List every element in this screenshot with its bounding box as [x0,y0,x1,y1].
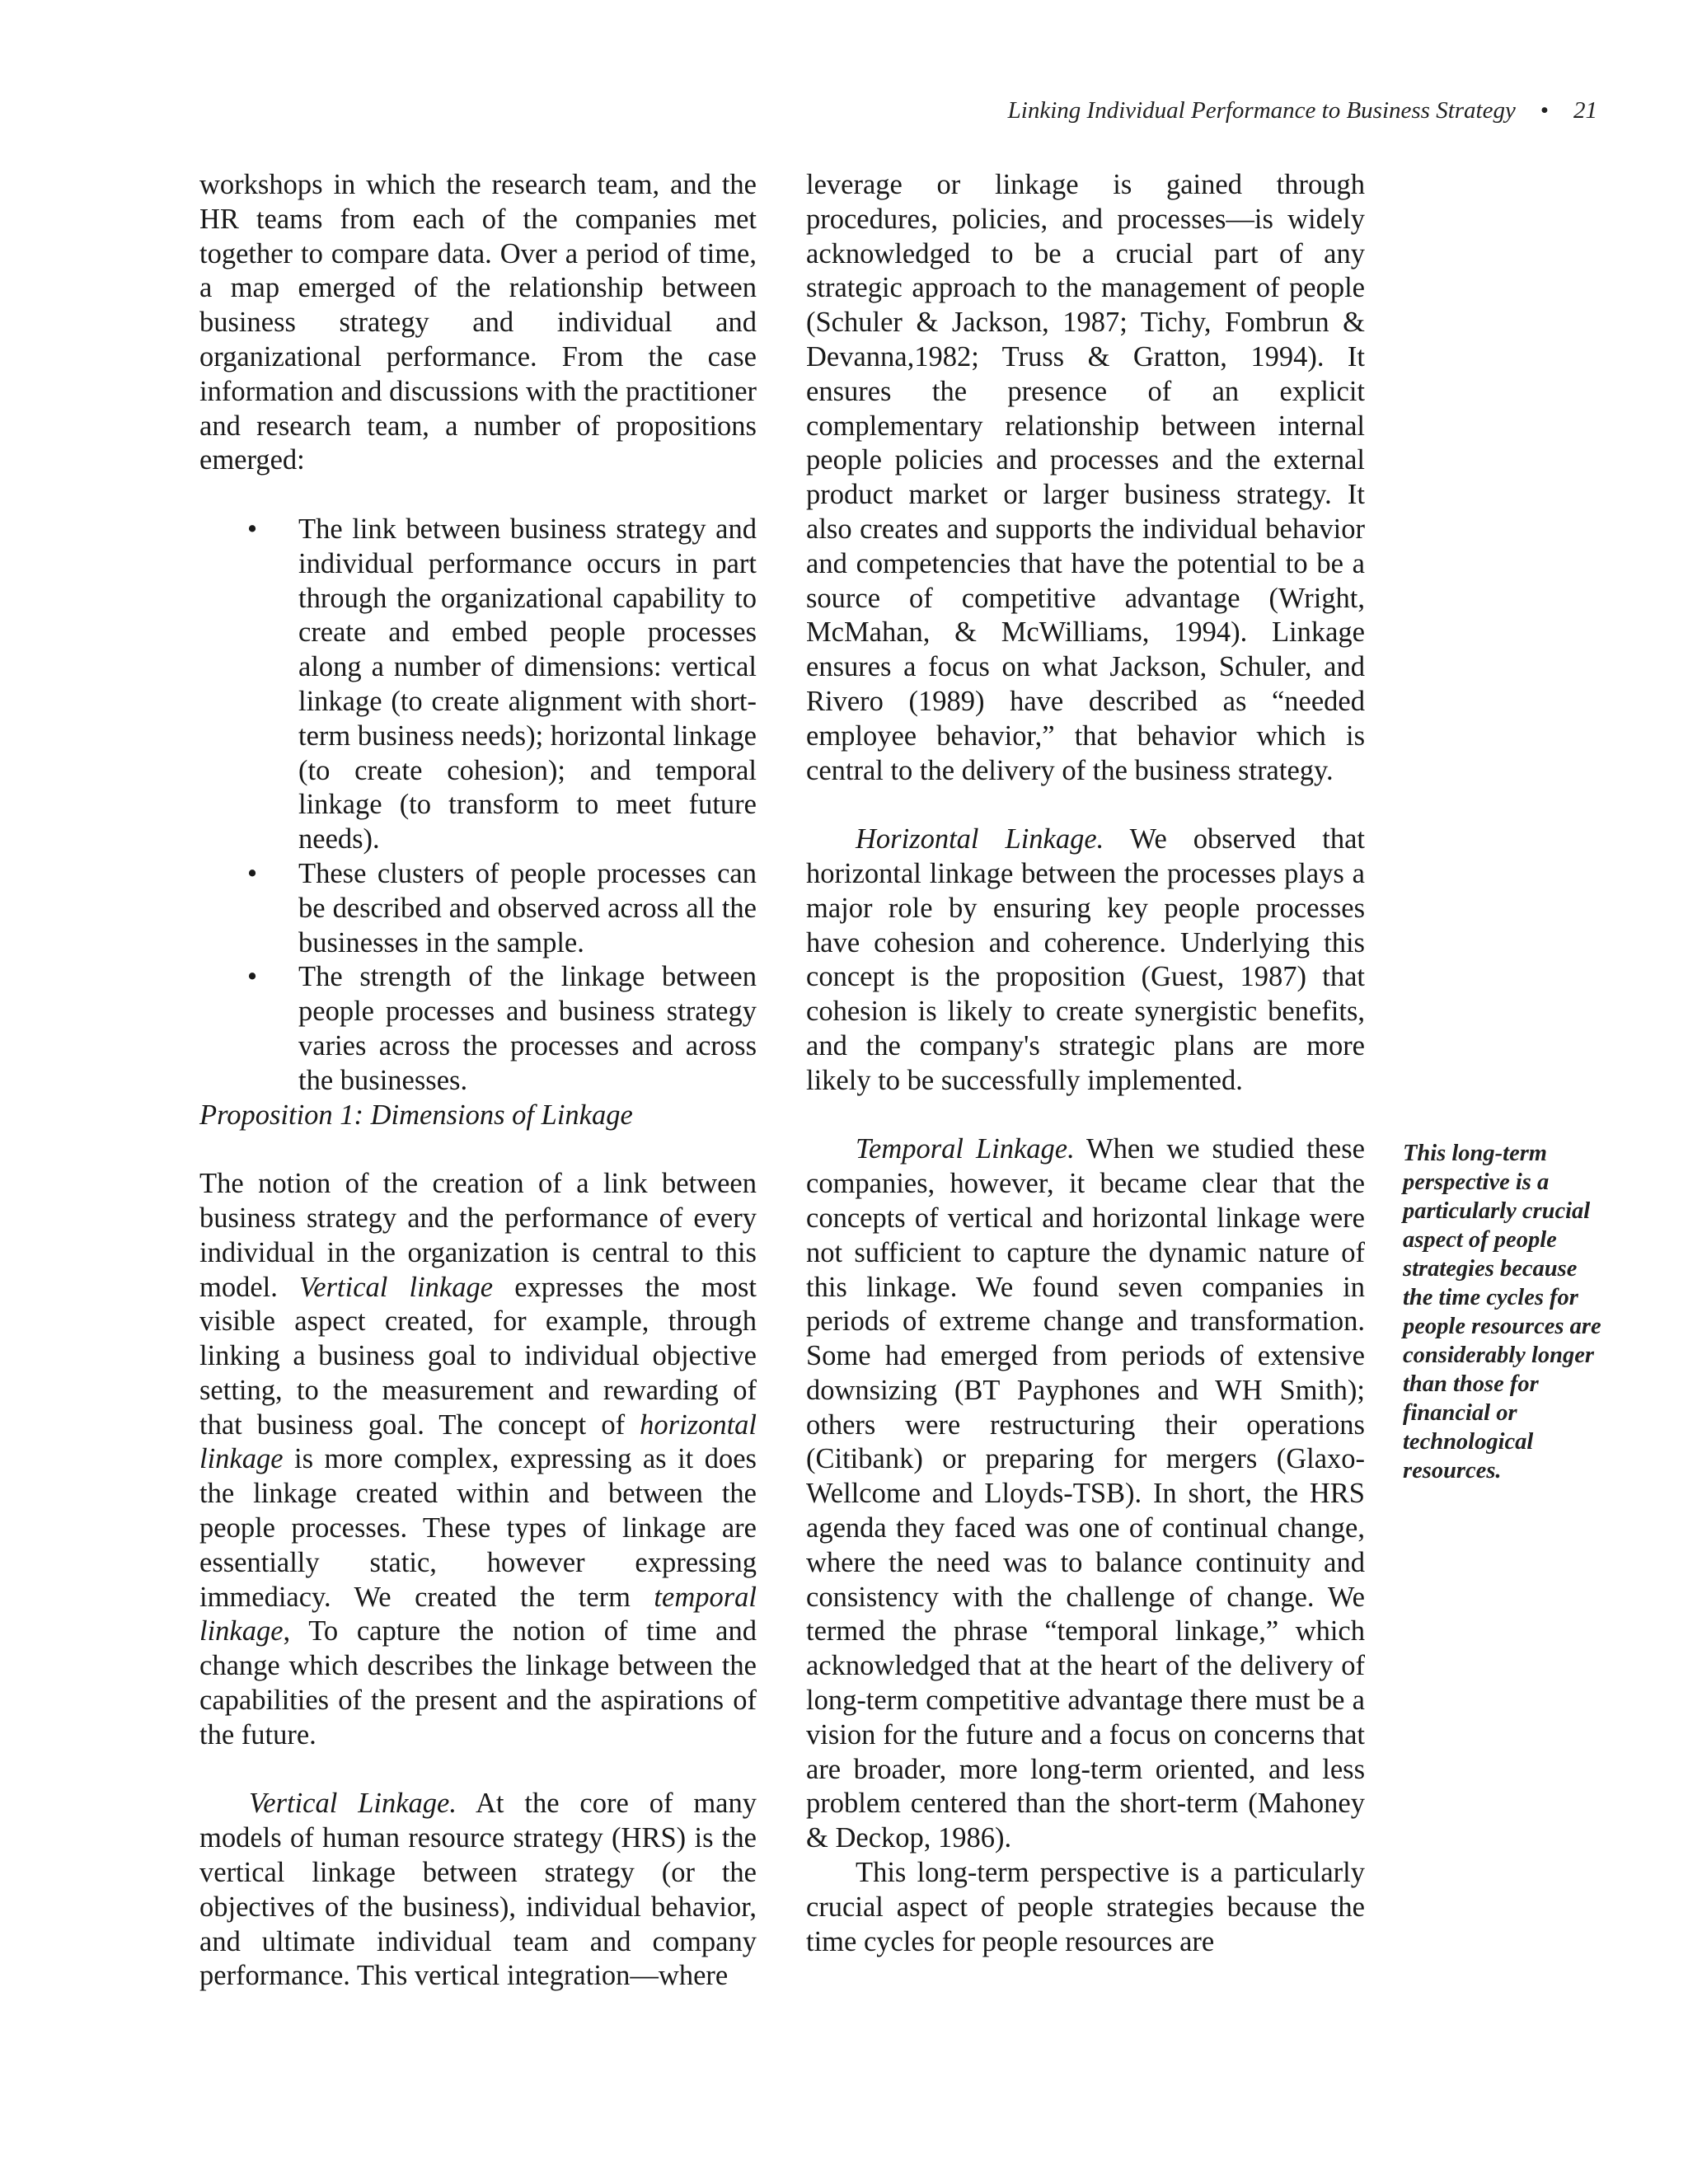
temporal-linkage-heading: Temporal Linkage. [856,1133,1075,1165]
bullet-icon: • [247,961,258,993]
final-paragraph: This long-term perspective is a particularly crucial aspect of people strategies because the time cycles for people resources are [806,1857,1365,1957]
list-item [247,513,757,857]
bullet-icon: • [247,513,258,545]
term-horizontal-linkage: horizontal linkage [199,1408,757,1475]
temporal-linkage-paragraph [806,1132,1365,1856]
term-vertical-linkage: Vertical linkage [299,1271,494,1303]
linkage-text-2: expresses the most visible aspect created, for example, through linking a business goal to individual objective setting, to the measurement and rewarding of that business goal. The concept of [199,1271,757,1441]
term-temporal-linkage: temporal linkage [199,1581,757,1647]
list-item-text: The strength of the linkage between people processes and business strategy varies across the processes and across the businesses. [298,961,757,1096]
temporal-linkage-text: When we studied these companies, however, it became clear that the concepts of vertical and horizontal linkage were not sufficient to capture the dynamic nature of this linkage. We found seven companies in periods of extreme change and transformation. Some had emerged from periods of extensive downsizing (BT Payphones and WH Smith); others were restructuring their operations (Citibank) or preparing for mergers (Glaxo-Wellcome and Lloyds-TSB). In short, the HRS agenda they faced was one of continual change, where the need was to balance continuity and consistency with the challenge of change. We termed the phrase “temporal linkage,” which acknowledged that at the heart of the delivery of long-term competitive advantage there must be a vision for the future and a focus on concerns that are broader, more long-term oriented, and less problem centered than the short-term (Mahoney & Deckop, 1986). [806,1133,1365,1854]
list-item [247,857,757,960]
horizontal-linkage-text: We observed that horizontal linkage between the processes plays a major role by ensuring key people processes have cohesion and coherence. Underlying this concept is the proposition (Guest, 1987) that cohesion is likely to create synergistic benefits, and the company's strategic plans are more likely to be successfully implemented. [806,823,1365,1096]
running-title: Linking Individual Performance to Business Strategy [1007,97,1516,124]
linkage-paragraph [199,1167,757,1753]
linkage-text-4: , To capture the notion of time and change which describes the linkage between the capabilities of the present and the aspirations of the future. [199,1615,757,1750]
propositions-list [199,513,757,1099]
intro-paragraph: workshops in which the research team, and the HR teams from each of the companies met together to compare data. Over a period of time, a map emerged of the relationship between business strategy and individual and organizational performance. From the case information and discussions with the practitioner and research team, a number of propositions emerged: [199,169,757,476]
header-separator: • [1540,97,1549,124]
page-number: 21 [1573,97,1597,124]
list-item [247,960,757,1098]
bullet-icon: • [247,857,258,889]
list-item-text: The link between business strategy and individual performance occurs in part through the organizational capability to create and embed people processes along a number of dimensions: vertical linkage (to create alignment with short-term business needs); horizontal linkage (to create cohesion); and temporal linkage (to transform to meet future needs). [298,513,757,855]
horizontal-linkage-heading: Horizontal Linkage. [856,823,1104,855]
left-column [199,168,757,1994]
linkage-text-3: is more complex, expressing as it does the linkage created within and between the people processes. These types of linkage are essentially static, however expressing immediacy. We created the term [199,1443,757,1613]
linkage-text-1: The notion of the creation of a link between business strategy and the performance of every individual in the organization is central to this model. [199,1168,757,1303]
right-column [806,168,1365,1959]
vertical-linkage-heading: Vertical Linkage. [249,1788,457,1820]
continuation-paragraph: leverage or linkage is gained through procedures, policies, and processes—is widely acknowledged to be a crucial part of any strategic approach to the management of people (Schuler & Jackson, 1987; Tichy, Fombrun & Devanna,1982; Truss & Gratton, 1994). It ensures the presence of an explicit complementary relationship between internal people policies and processes and the external product market or larger business strategy. It also creates and supports the individual behavior and competencies that have the potential to be a source of competitive advantage (Wright, McMahan, & McWilliams, 1994). Linkage ensures a focus on what Jackson, Schuler, and Rivero (1989) have described as “needed employee behavior,” that behavior which is central to the delivery of the business strategy. [806,169,1365,786]
vertical-linkage-text: At the core of many models of human resource strategy (HRS) is the vertical linkage between strategy (or the objectives of the business), individual behavior, and ultimate individual team and company performance. This vertical integration—where [199,1788,757,1992]
horizontal-linkage-paragraph [806,823,1365,1098]
list-item-text: These clusters of people processes can be described and observed across all the businesses in the sample. [298,857,757,958]
vertical-linkage-paragraph [199,1787,757,1994]
margin-pull-quote: This long-term perspective is a particularly crucial aspect of people strategies because the time cycles for people resources are considerably longer than those for financial or technological resources. [1403,1141,1601,1483]
running-head [1008,97,1597,124]
proposition-heading: Proposition 1: Dimensions of Linkage [199,1099,633,1131]
